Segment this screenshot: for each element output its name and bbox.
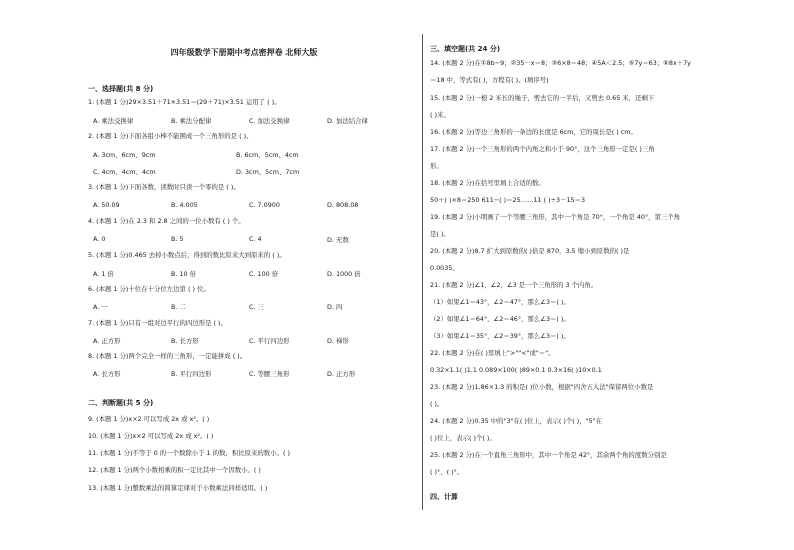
q6-option-c: C. 三 — [249, 303, 264, 311]
question-9: 9. (本题 1 分)x×2 可以写成 2x 或 x²。( ) — [88, 415, 210, 423]
q2-option-c: C. 4cm、4cm、4cm — [93, 168, 156, 176]
fill-line: 形。 — [430, 162, 443, 170]
fill-line: （2）如果∠1＝64°，∠2＝46°，那么∠3＝( )。 — [430, 315, 570, 323]
q5-option-a: A. 1 倍 — [93, 270, 114, 278]
q1-option-b: B. 乘法分配律 — [171, 117, 212, 125]
section-judge-title: 二、判断题(共 5 分) — [88, 399, 154, 407]
fill-line: ( )°、( )°。 — [430, 468, 464, 476]
fill-line: ( )。 — [430, 400, 444, 408]
q2-option-a: A. 3cm、6cm、9cm — [93, 151, 156, 159]
q5-option-d: D. 1000 倍 — [327, 270, 361, 278]
fill-line: 19. (本题 2 分)小明画了一个等腰三角形，其中一个角是 70°，一个角是 40°，第三个角 — [430, 213, 681, 221]
page-title: 四年级数学下册期中考点密押卷 北师大版 — [170, 48, 318, 57]
q3-option-b: B. 4.005 — [171, 201, 198, 209]
fill-line: 是( )。 — [430, 230, 450, 238]
column-divider — [422, 34, 423, 510]
q4-option-c: C. 4 — [249, 235, 262, 243]
fill-line: 15. (本题 2 分)一根 2 米长的绳子，剪去它的一半后，又剪去 0.65 米，还剩下 — [430, 94, 655, 102]
q2-option-b: B. 6cm、5cm、4cm — [236, 151, 299, 159]
question-2-stem: 2. (本题 1 分)下面各组小棒不能围成一个三角形的是 ( )。 — [88, 132, 253, 140]
fill-line: 25. (本题 2 分)在一个直角三角形中，其中一个角是 42°，其余两个角的度数分别是 — [430, 451, 667, 459]
fill-line: ＝18 中，等式有( )，方程有( )。(填序号) — [430, 76, 549, 84]
fill-line: 0.32×1.1( )1.1 0.089×100( )89×0.1 0.3×16( )10×0.1 — [430, 366, 602, 374]
q4-option-b: B. 5 — [171, 235, 184, 243]
q1-option-c: C. 加法交换律 — [249, 117, 290, 125]
fill-line: （3）如果∠1＝35°，∠2＝39°，那么∠3＝( )。 — [430, 332, 570, 340]
fill-line: 23. (本题 2 分)1.86×1.3 的积是( )位小数，根据"四舍五入法"保留两位小数是 — [430, 383, 654, 391]
q7-option-b: B. 长方形 — [171, 337, 199, 345]
fill-line: ( )位上，表示( )个( )。 — [430, 434, 496, 442]
q8-option-a: A. 长方形 — [93, 370, 121, 378]
q3-option-a: A. 50.09 — [93, 201, 120, 209]
question-13: 13. (本题 1 分)整数乘法的简算定律对于小数乘法同样适用。( ) — [88, 484, 268, 492]
q7-option-a: A. 正方形 — [93, 337, 121, 345]
q6-option-a: A. 一 — [93, 303, 108, 311]
section-calc-title: 四、计算 — [430, 493, 458, 501]
q1-option-a: A. 乘法交换律 — [93, 117, 134, 125]
q8-option-d: D. 正方形 — [327, 370, 356, 378]
q3-option-c: C. 7.0900 — [249, 201, 280, 209]
q6-option-d: D. 四 — [327, 303, 343, 311]
fill-line: 50＋( )×8＝250 611−( )＝25……11 ( )÷3－15＝3 — [430, 196, 586, 204]
q7-option-d: D. 梯形 — [327, 337, 349, 345]
section-choice-title: 一、选择题(共 8 分) — [88, 85, 154, 93]
fill-line: （1）如果∠1＝43°，∠2＝47°，那么∠3＝( )。 — [430, 298, 570, 306]
question-6-stem: 6. (本题 1 分)十位在十分位左边第 ( ) 位。 — [88, 285, 210, 293]
question-5-stem: 5. (本题 1 分)0.465 去掉小数点后，得到的数比原来大到原来的 ( )。 — [88, 251, 286, 259]
q8-option-c: C. 等腰三角形 — [249, 370, 290, 378]
question-1-stem: 1. (本题 1 分)29×3.51＋71×3.51＝(29＋71)×3.51 运用了 ( )。 — [88, 98, 281, 106]
q7-option-c: C. 平行四边形 — [249, 337, 290, 345]
fill-line: ( )米。 — [430, 111, 450, 119]
q5-option-c: C. 100 倍 — [249, 270, 279, 278]
fill-line: 14. (本题 2 分)在①8b−9；②35－x＝8；③6×8＝48；④5A＜2.5；⑤7y＝63；⑥8x＋7y — [430, 59, 691, 67]
q1-option-d: D. 加法结合律 — [327, 117, 368, 125]
q8-option-b: B. 平行四边形 — [171, 370, 212, 378]
q3-option-d: D. 808.08 — [327, 201, 359, 209]
question-12: 12. (本题 1 分)两个小数相乘的积一定比其中一个因数小。( ) — [88, 466, 261, 474]
fill-line: 18. (本题 2 分)在括号里填上合适的数。 — [430, 179, 545, 187]
section-fill-title: 三、填空题(共 24 分) — [430, 45, 501, 53]
question-4-stem: 4. (本题 1 分)在 2.3 和 2.8 之间的一位小数有 ( ) 个。 — [88, 217, 245, 225]
question-8-stem: 8. (本题 1 分)两个完全一样的三角形，一定能拼成 ( )。 — [88, 352, 247, 360]
q5-option-b: B. 10 倍 — [171, 270, 197, 278]
fill-line: 20. (本题 2 分)8.7 扩大到原数的( )倍是 870，3.5 缩小到原数的( )是 — [430, 247, 630, 255]
fill-line: 0.0035。 — [430, 264, 459, 272]
fill-line: 17. (本题 2 分)一个三角形的两个内角之和小于 90°，这个三角形一定是( )三角 — [430, 145, 655, 153]
fill-line: 21. (本题 2 分)∠1，∠2，∠3 是一个三角形的 3 个内角。 — [430, 281, 598, 289]
fill-line: 24. (本题 2 分)0.35 中的"3"在( )位上，表示( )个( )，"5"在 — [430, 417, 602, 425]
q2-option-d: D. 3cm、5cm、7cm — [236, 168, 300, 176]
question-7-stem: 7. (本题 1 分)只有一组对边平行的四边形是 ( )。 — [88, 319, 227, 327]
q4-option-a: A. 0 — [93, 235, 106, 243]
fill-line: 16. (本题 2 分)等边三角形的一条边的长度是 6cm，它的周长是( ) cm。 — [430, 128, 637, 136]
fill-line: 22. (本题 2 分)在( )里填上">""<"或"＝"。 — [430, 349, 555, 357]
q6-option-b: B. 二 — [171, 303, 186, 311]
question-11: 11. (本题 1 分)不等于 0 的一个数除小于 1 的数，积比原来的数小。( ) — [88, 449, 290, 457]
question-10: 10. (本题 1 分)x×2 可以写成 2x 或 x²。( ) — [88, 432, 214, 440]
q4-option-d: D. 无数 — [327, 236, 349, 244]
question-3-stem: 3. (本题 1 分)下面各数，读数时只读一个零的是 ( )。 — [88, 183, 240, 191]
